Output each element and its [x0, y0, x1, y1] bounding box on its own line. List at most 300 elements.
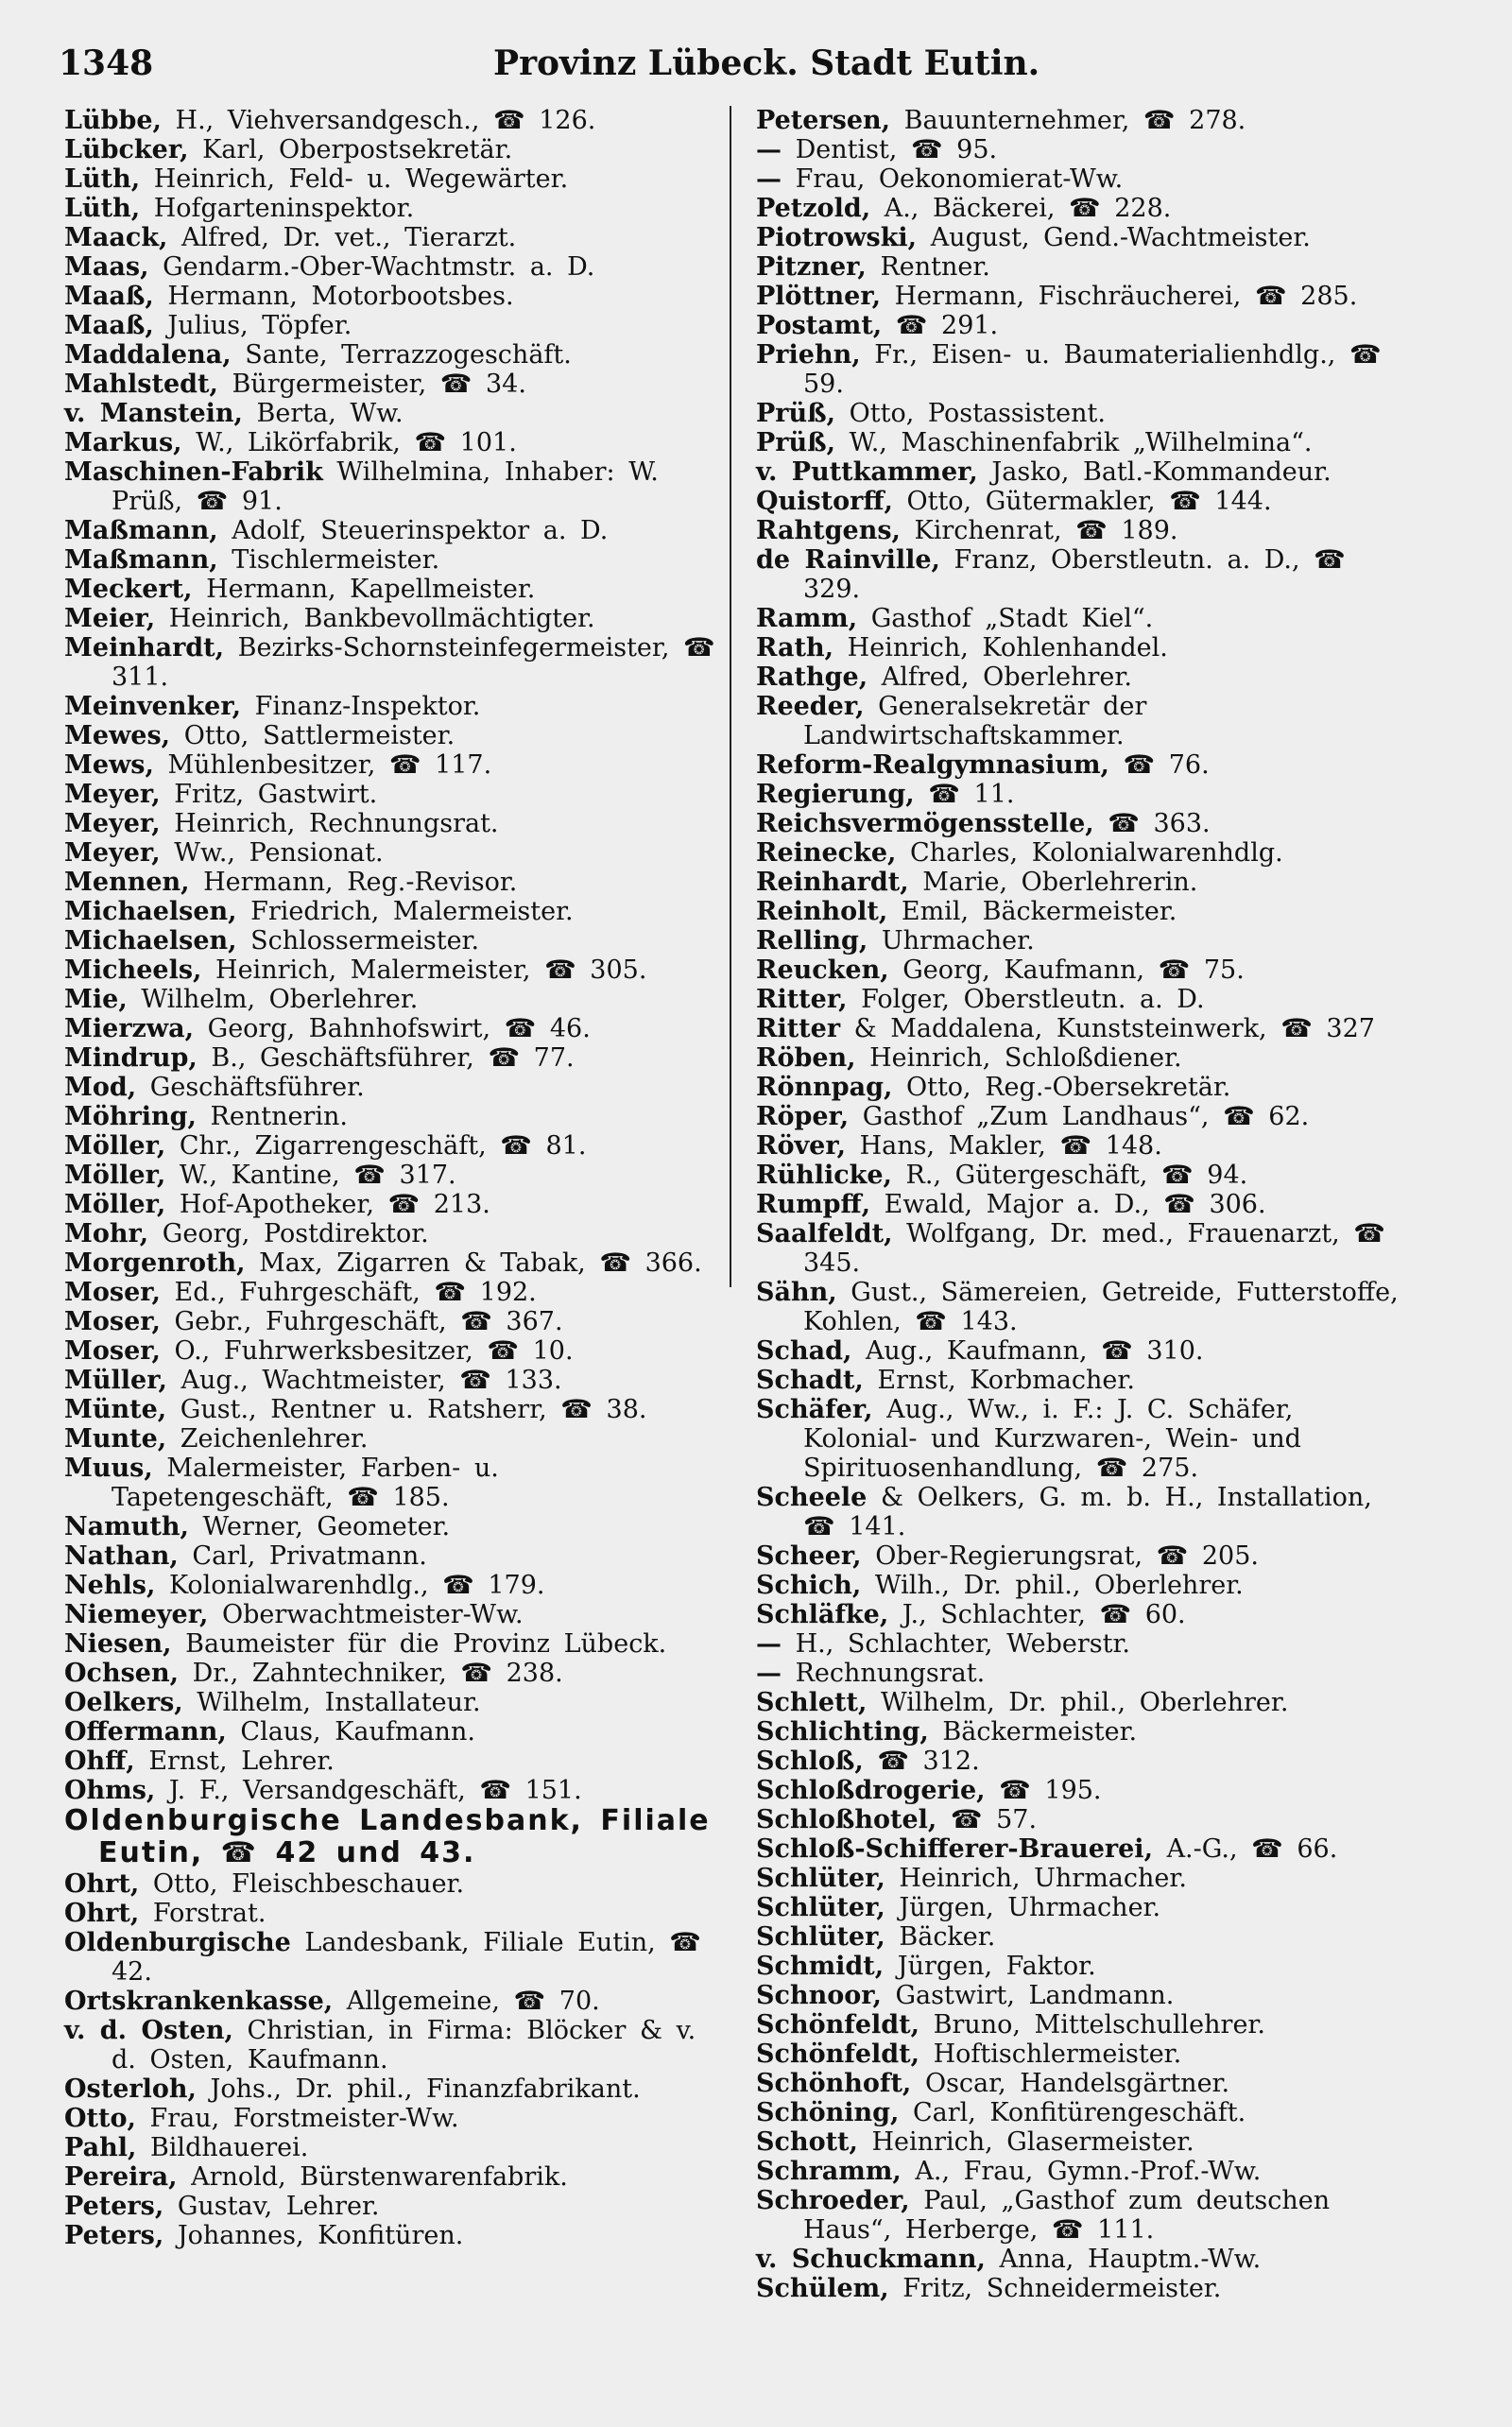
entry-name: Oelkers, [64, 1688, 183, 1717]
entry-details: ☎ 57. [950, 1805, 1038, 1834]
entry-details: Ernst, Korbmacher. [877, 1366, 1135, 1395]
directory-entry [756, 926, 1408, 955]
entry-details: Wilhelm, Oberlehrer. [141, 985, 419, 1014]
entry-details: Filiale Eutin, ☎ 42 und 43. [98, 1804, 711, 1869]
directory-entry [756, 1073, 1408, 1102]
directory-entry [756, 633, 1408, 663]
directory-entry [756, 1131, 1408, 1161]
directory-entry [756, 457, 1408, 487]
entry-details: Baumeister für die Provinz Lübeck. [185, 1629, 667, 1659]
directory-entry [756, 868, 1408, 897]
entry-name: Möhring, [64, 1102, 197, 1131]
entry-details: Hof-Apotheker, ☎ 213. [179, 1190, 490, 1219]
directory-entry [64, 545, 726, 575]
right-column [756, 106, 1408, 2303]
entry-name: Schmidt, [756, 1952, 885, 1981]
entry-name: Lüth, [64, 164, 141, 194]
directory-entry [64, 780, 726, 809]
directory-entry [64, 106, 726, 135]
entry-name: Mod, [64, 1073, 137, 1102]
entry-details: Otto, Gütermakler, ☎ 144. [906, 487, 1272, 516]
directory-entry [756, 428, 1408, 457]
entry-details: H., Viehversandgesch., ☎ 126. [175, 106, 596, 135]
entry-name: Rathge, [756, 663, 868, 692]
directory-entry [64, 809, 726, 838]
entry-name: Ortskrankenkasse, [64, 1987, 334, 2016]
directory-entry [756, 1805, 1408, 1834]
entry-name: Petzold, [756, 194, 871, 223]
entry-details: Oberwachtmeister-Ww. [221, 1600, 524, 1629]
entry-name: Niesen, [64, 1629, 172, 1659]
entry-details: Finanz-Inspektor. [254, 692, 481, 721]
entry-name: Mewes, [64, 721, 171, 750]
entry-name: Rumpff, [756, 1190, 871, 1219]
entry-name: Maack, [64, 223, 168, 252]
directory-entry [756, 1102, 1408, 1131]
entry-details: Max, Zigarren & Tabak, ☎ 366. [259, 1248, 702, 1278]
entry-name: Priehn, [756, 340, 861, 370]
entry-name: Otto, [64, 2104, 136, 2133]
entry-details: Dr., Zahntechniker, ☎ 238. [192, 1659, 563, 1688]
entry-details: ☎ 291. [895, 311, 999, 340]
entry-name: Piotrowski, [756, 223, 918, 252]
entry-name: Pahl, [64, 2133, 137, 2162]
entry-details: Johs., Dr. phil., Finanzfabrikant. [210, 2074, 641, 2104]
entry-details: Landesbank, Filiale Eutin, ☎ 42. [112, 1928, 701, 1987]
directory-entry [64, 633, 726, 692]
entry-name: Schloßhotel, [756, 1805, 937, 1834]
entry-details: Christian, in Firma: Blöcker & v. d. Osten, Kaufmann. [112, 2016, 696, 2074]
entry-details: Hoftischlermeister. [933, 2040, 1182, 2069]
directory-entry [756, 663, 1408, 692]
entry-details: Bruno, Mittelschullehrer. [933, 2010, 1265, 2040]
directory-entry [64, 1747, 726, 1776]
entry-details: Bürgermeister, ☎ 34. [232, 370, 526, 399]
entry-details: Heinrich, Glasermeister. [871, 2127, 1194, 2157]
entry-details: Bauunternehmer, ☎ 278. [903, 106, 1246, 135]
entry-details: Anna, Hauptm.-Ww. [999, 2245, 1262, 2274]
directory-entry [756, 399, 1408, 428]
directory-entry [64, 2104, 726, 2133]
entry-details: Ww., Pensionat. [174, 838, 384, 868]
entry-details: Georg, Kaufmann, ☎ 75. [902, 955, 1245, 985]
directory-entry [756, 750, 1408, 780]
entry-name: Plöttner, [756, 282, 881, 311]
directory-entry [756, 1014, 1408, 1043]
entry-details: Claus, Kaufmann. [240, 1717, 475, 1747]
entry-name: Lüth, [64, 194, 141, 223]
entry-details: Hermann, Fischräucherei, ☎ 285. [894, 282, 1358, 311]
entry-name: Scheer, [756, 1541, 862, 1571]
directory-entry [756, 1190, 1408, 1219]
entry-name: Münte, [64, 1395, 167, 1424]
directory-entry [756, 838, 1408, 868]
entry-name: v. Puttkammer, [756, 457, 978, 487]
entry-name: Schöning, [756, 2098, 900, 2127]
directory-entry [64, 1776, 726, 1805]
directory-entry [756, 2157, 1408, 2186]
entry-details: Frau, Forstmeister-Ww. [149, 2104, 459, 2133]
entry-details: Wolfgang, Dr. med., Frauenarzt, ☎ 345. [803, 1219, 1385, 1278]
directory-entry [756, 1629, 1408, 1659]
entry-details: B., Geschäftsführer, ☎ 77. [211, 1043, 575, 1073]
entry-details: Frau, Oekonomierat-Ww. [795, 164, 1124, 194]
directory-entry [756, 809, 1408, 838]
directory-entry [64, 2133, 726, 2162]
directory-entry [64, 721, 726, 750]
directory-entry [64, 2192, 726, 2221]
entry-name: Maßmann, [64, 516, 218, 545]
directory-entry [756, 106, 1408, 135]
entry-details: Mühlenbesitzer, ☎ 117. [167, 750, 492, 780]
directory-entry [64, 2074, 726, 2104]
directory-entry [756, 1747, 1408, 1776]
entry-details: ☎ 312. [877, 1747, 980, 1776]
entry-details: Gebr., Fuhrgeschäft, ☎ 367. [174, 1307, 563, 1336]
entry-name: Relling, [756, 926, 868, 955]
entry-details: Wilhelm, Dr. phil., Oberlehrer. [880, 1688, 1289, 1717]
entry-details: Wilhelmina, Inhaber: W. Prüß, ☎ 91. [112, 457, 659, 516]
directory-entry [756, 252, 1408, 282]
entry-name: Meyer, [64, 809, 161, 838]
entry-name: Meier, [64, 604, 156, 633]
entry-details: Gendarm.-Ober-Wachtmstr. a. D. [163, 252, 595, 282]
entry-details: Bezirks-Schornsteinfegermeister, ☎ 311. [112, 633, 715, 692]
directory-entry [756, 1541, 1408, 1571]
directory-entry [756, 135, 1408, 164]
featured-entry [64, 1805, 726, 1869]
entry-details: ☎ 195. [999, 1776, 1102, 1805]
entry-details: Carl, Privatmann. [192, 1541, 427, 1571]
directory-entry [756, 340, 1408, 399]
entry-details: & Maddalena, Kunststeinwerk, ☎ 327 [853, 1014, 1375, 1043]
entry-name: Scheele [756, 1483, 868, 1512]
directory-entry [756, 955, 1408, 985]
directory-entry [756, 2010, 1408, 2040]
entry-details: Gust., Sämereien, Getreide, Futterstoffe, Kohlen, ☎ 143. [803, 1278, 1399, 1336]
entry-details: Fritz, Gastwirt. [174, 780, 378, 809]
entry-name: v. Schuckmann, [756, 2245, 986, 2274]
entry-name: — [756, 1629, 782, 1659]
entry-name: Saalfeldt, [756, 1219, 893, 1248]
entry-details: Alfred, Dr. vet., Tierarzt. [181, 223, 517, 252]
entry-details: Johannes, Konfitüren. [177, 2221, 464, 2250]
directory-entry [756, 1688, 1408, 1717]
directory-entry [64, 194, 726, 223]
entry-details: Wilh., Dr. phil., Oberlehrer. [874, 1571, 1244, 1600]
entry-name: Schloßdrogerie, [756, 1776, 986, 1805]
entry-name: Ohff, [64, 1747, 135, 1776]
directory-entry [64, 1928, 726, 1987]
entry-name: Namuth, [64, 1512, 189, 1541]
entry-name: Reform-Realgymnasium, [756, 750, 1109, 780]
entry-name: Pitzner, [756, 252, 867, 282]
directory-entry [64, 1219, 726, 1248]
entry-details: Otto, Postassistent. [849, 399, 1106, 428]
directory-entry [756, 2186, 1408, 2245]
entry-details: Georg, Postdirektor. [162, 1219, 429, 1248]
directory-entry [756, 545, 1408, 604]
entry-details: J. F., Versandgeschäft, ☎ 151. [168, 1776, 582, 1805]
directory-entry [64, 1366, 726, 1395]
entry-details: Schlossermeister. [250, 926, 480, 955]
directory-entry [64, 2221, 726, 2250]
directory-entry [64, 1987, 726, 2016]
directory-entry [64, 575, 726, 604]
entry-details: Wilhelm, Installateur. [197, 1688, 481, 1717]
entry-name: Schlüter, [756, 1893, 885, 1922]
entry-name: Morgenroth, [64, 1248, 246, 1278]
directory-entry [64, 135, 726, 164]
directory-entry [756, 1659, 1408, 1688]
entry-details: Marie, Oberlehrerin. [922, 868, 1198, 897]
entry-details: Emil, Bäckermeister. [901, 897, 1177, 926]
entry-details: Hermann, Motorbootsbes. [167, 282, 514, 311]
entry-details: R., Gütergeschäft, ☎ 94. [905, 1161, 1248, 1190]
entry-name: Reichsvermögensstelle, [756, 809, 1094, 838]
entry-name: Moser, [64, 1336, 161, 1366]
directory-entry [64, 1131, 726, 1161]
entry-details: Charles, Kolonialwarenhdlg. [910, 838, 1283, 868]
entry-details: Heinrich, Feld- u. Wegewärter. [153, 164, 569, 194]
directory-entry [756, 1893, 1408, 1922]
entry-details: Kirchenrat, ☎ 189. [914, 516, 1178, 545]
entry-details: Heinrich, Uhrmacher. [899, 1864, 1187, 1893]
entry-name: Schloß-Schifferer-Brauerei, [756, 1834, 1153, 1864]
entry-details: Heinrich, Schloßdiener. [869, 1043, 1182, 1073]
entry-name: Schlüter, [756, 1922, 885, 1952]
directory-entry [64, 1043, 726, 1073]
directory-entry [64, 1869, 726, 1899]
entry-name: Mie, [64, 985, 128, 1014]
entry-details: Jürgen, Faktor. [897, 1952, 1096, 1981]
entry-details: Otto, Reg.-Obersekretär. [905, 1073, 1231, 1102]
directory-entry [64, 1395, 726, 1424]
directory-entry [756, 2098, 1408, 2127]
entry-name: Schramm, [756, 2157, 902, 2186]
entry-name: Oldenburgische [64, 1928, 291, 1957]
directory-entry [64, 1688, 726, 1717]
entry-details: Ernst, Lehrer. [148, 1747, 335, 1776]
directory-entry [64, 428, 726, 457]
entry-details: Franz, Oberstleutn. a. D., ☎ 329. [803, 545, 1346, 604]
directory-entry [756, 282, 1408, 311]
directory-entry [756, 1776, 1408, 1805]
entry-name: Maddalena, [64, 340, 232, 370]
entry-name: Rahtgens, [756, 516, 901, 545]
entry-name: Schönfeldt, [756, 2040, 920, 2069]
entry-name: Osterloh, [64, 2074, 197, 2104]
page-title: Provinz Lübeck. Stadt Eutin. [493, 43, 1040, 83]
entry-name: Maas, [64, 252, 149, 282]
directory-entry [756, 897, 1408, 926]
entry-name: Meyer, [64, 838, 161, 868]
entry-name: Michaelsen, [64, 926, 237, 955]
entry-name: Petersen, [756, 106, 891, 135]
entry-details: ☎ 363. [1108, 809, 1211, 838]
entry-details: Jürgen, Uhrmacher. [899, 1893, 1161, 1922]
entry-name: Micheels, [64, 955, 202, 985]
page-number: 1348 [59, 43, 154, 83]
entry-name: Meyer, [64, 780, 161, 809]
entry-details: Heinrich, Malermeister, ☎ 305. [215, 955, 647, 985]
directory-entry [756, 2069, 1408, 2098]
entry-name: Mennen, [64, 868, 190, 897]
directory-entry [756, 311, 1408, 340]
entry-details: Rechnungsrat. [795, 1659, 986, 1688]
directory-entry [64, 370, 726, 399]
directory-entry [756, 1219, 1408, 1278]
entry-name: Niemeyer, [64, 1600, 209, 1629]
entry-details: Bäcker. [899, 1922, 996, 1952]
directory-entry [756, 1161, 1408, 1190]
entry-details: W., Kantine, ☎ 317. [179, 1161, 456, 1190]
entry-name: Möller, [64, 1161, 166, 1190]
directory-entry [756, 780, 1408, 809]
entry-details: Uhrmacher. [881, 926, 1035, 955]
entry-name: Möller, [64, 1190, 166, 1219]
entry-name: Ohms, [64, 1776, 156, 1805]
entry-name: Möller, [64, 1131, 166, 1161]
directory-entry [64, 1014, 726, 1043]
entry-details: August, Gend.-Wachtmeister. [930, 223, 1311, 252]
entry-name: Röben, [756, 1043, 856, 1073]
entry-name: Ohrt, [64, 1899, 140, 1928]
entry-name: Schnoor, [756, 1981, 882, 2010]
entry-name: Pereira, [64, 2162, 178, 2192]
entry-details: Sante, Terrazzogeschäft. [245, 340, 572, 370]
directory-entry [756, 1981, 1408, 2010]
entry-name: Mindrup, [64, 1043, 198, 1073]
entry-name: Meckert, [64, 575, 193, 604]
directory-entry [756, 1834, 1408, 1864]
directory-entry [756, 1043, 1408, 1073]
entry-name: Maaß, [64, 311, 154, 340]
directory-entry [756, 2127, 1408, 2157]
entry-name: v. d. Osten, [64, 2016, 233, 2045]
directory-entry [64, 399, 726, 428]
entry-name: de Rainville, [756, 545, 940, 575]
entry-name: Sähn, [756, 1278, 837, 1307]
entry-details: H., Schlachter, Weberstr. [795, 1629, 1130, 1659]
entry-name: Nathan, [64, 1541, 179, 1571]
entry-details: Hermann, Reg.-Revisor. [203, 868, 518, 897]
entry-name: Markus, [64, 428, 182, 457]
directory-entry [64, 1659, 726, 1688]
entry-name: Reucken, [756, 955, 889, 985]
entry-name: Schlett, [756, 1688, 868, 1717]
entry-name: Ritter [756, 1014, 841, 1043]
entry-details: Arnold, Bürstenwarenfabrik. [191, 2162, 568, 2192]
entry-name: Moser, [64, 1278, 161, 1307]
entry-name: Offermann, [64, 1717, 227, 1747]
entry-details: Otto, Fleischbeschauer. [152, 1869, 465, 1899]
entry-details: Gustav, Lehrer. [177, 2192, 380, 2221]
entry-details: Allgemeine, ☎ 70. [346, 1987, 600, 2016]
directory-entry [64, 1571, 726, 1600]
entry-name: Schad, [756, 1336, 852, 1366]
entry-details: Heinrich, Bankbevollmächtigter. [168, 604, 595, 633]
entry-details: Hofgarteninspektor. [153, 194, 415, 223]
entry-details: Hans, Makler, ☎ 148. [859, 1131, 1162, 1161]
entry-details: Aug., Ww., i. F.: J. C. Schäfer, Kolonial- und Kurzwaren-, Wein- und Spirituosenhandlung, ☎ 275. [803, 1395, 1301, 1483]
directory-entry [64, 2162, 726, 2192]
entry-details: Berta, Ww. [256, 399, 404, 428]
entry-name: Schäfer, [756, 1395, 873, 1424]
entry-name: Schönhoft, [756, 2069, 912, 2098]
entry-details: Werner, Geometer. [202, 1512, 451, 1541]
entry-name: Prüß, [756, 399, 836, 428]
entry-name: Moser, [64, 1307, 161, 1336]
entry-name: Lübbe, [64, 106, 162, 135]
entry-name: Maschinen-Fabrik [64, 457, 323, 487]
entry-name: Reinholt, [756, 897, 888, 926]
directory-entry [756, 2274, 1408, 2303]
entry-details: Fr., Eisen- u. Baumaterialienhdlg., ☎ 59. [803, 340, 1382, 399]
entry-name: Müller, [64, 1366, 167, 1395]
directory-entry [756, 1952, 1408, 1981]
entry-name: Prüß, [756, 428, 836, 457]
entry-details: W., Likörfabrik, ☎ 101. [196, 428, 517, 457]
entry-details: Gastwirt, Landmann. [895, 1981, 1175, 2010]
entry-details: Gust., Rentner u. Ratsherr, ☎ 38. [180, 1395, 647, 1424]
entry-details: Generalsekretär der Landwirtschaftskammer. [803, 692, 1147, 750]
entry-name: Ritter, [756, 985, 848, 1014]
entry-name: Ramm, [756, 604, 858, 633]
directory-entry [756, 1336, 1408, 1366]
directory-entry [756, 1278, 1408, 1336]
directory-entry [64, 1424, 726, 1454]
entry-details: Zeichenlehrer. [180, 1424, 369, 1454]
entry-details: Alfred, Oberlehrer. [881, 663, 1132, 692]
entry-name: Michaelsen, [64, 897, 237, 926]
directory-entry [64, 955, 726, 985]
entry-details: W., Maschinenfabrik „Wilhelmina“. [849, 428, 1313, 457]
directory-entry [64, 1541, 726, 1571]
entry-details: Heinrich, Kohlenhandel. [847, 633, 1168, 663]
directory-entry [64, 1454, 726, 1512]
entry-name: Schroeder, [756, 2186, 910, 2215]
entry-name: Meinvenker, [64, 692, 241, 721]
entry-details: Geschäftsführer. [149, 1073, 365, 1102]
entry-name: Röper, [756, 1102, 850, 1131]
directory-entry [756, 1922, 1408, 1952]
directory-entry [756, 1483, 1408, 1541]
directory-entry [756, 194, 1408, 223]
directory-entry [64, 985, 726, 1014]
entry-details: Dentist, ☎ 95. [795, 135, 998, 164]
entry-name: Schönfeldt, [756, 2010, 920, 2040]
directory-entry [756, 2040, 1408, 2069]
entry-name: Schlichting, [756, 1717, 929, 1747]
directory-entry [756, 1864, 1408, 1893]
directory-entry [64, 1629, 726, 1659]
entry-details: & Oelkers, G. m. b. H., Installation, ☎ 141. [803, 1483, 1372, 1541]
directory-entry [64, 1190, 726, 1219]
entry-details: Otto, Sattlermeister. [183, 721, 455, 750]
directory-entry [64, 750, 726, 780]
entry-details: A., Bäckerei, ☎ 228. [884, 194, 1172, 223]
entry-name: Mierzwa, [64, 1014, 195, 1043]
directory-entry [64, 604, 726, 633]
entry-name: v. Manstein, [64, 399, 243, 428]
entry-details: Aug., Kaufmann, ☎ 310. [865, 1336, 1204, 1366]
entry-name: — [756, 135, 782, 164]
entry-details: Gasthof „Zum Landhaus“, ☎ 62. [862, 1102, 1310, 1131]
entry-details: Karl, Oberpostsekretär. [202, 135, 513, 164]
entry-details: Tischlermeister. [232, 545, 440, 575]
entry-name: Maaß, [64, 282, 154, 311]
